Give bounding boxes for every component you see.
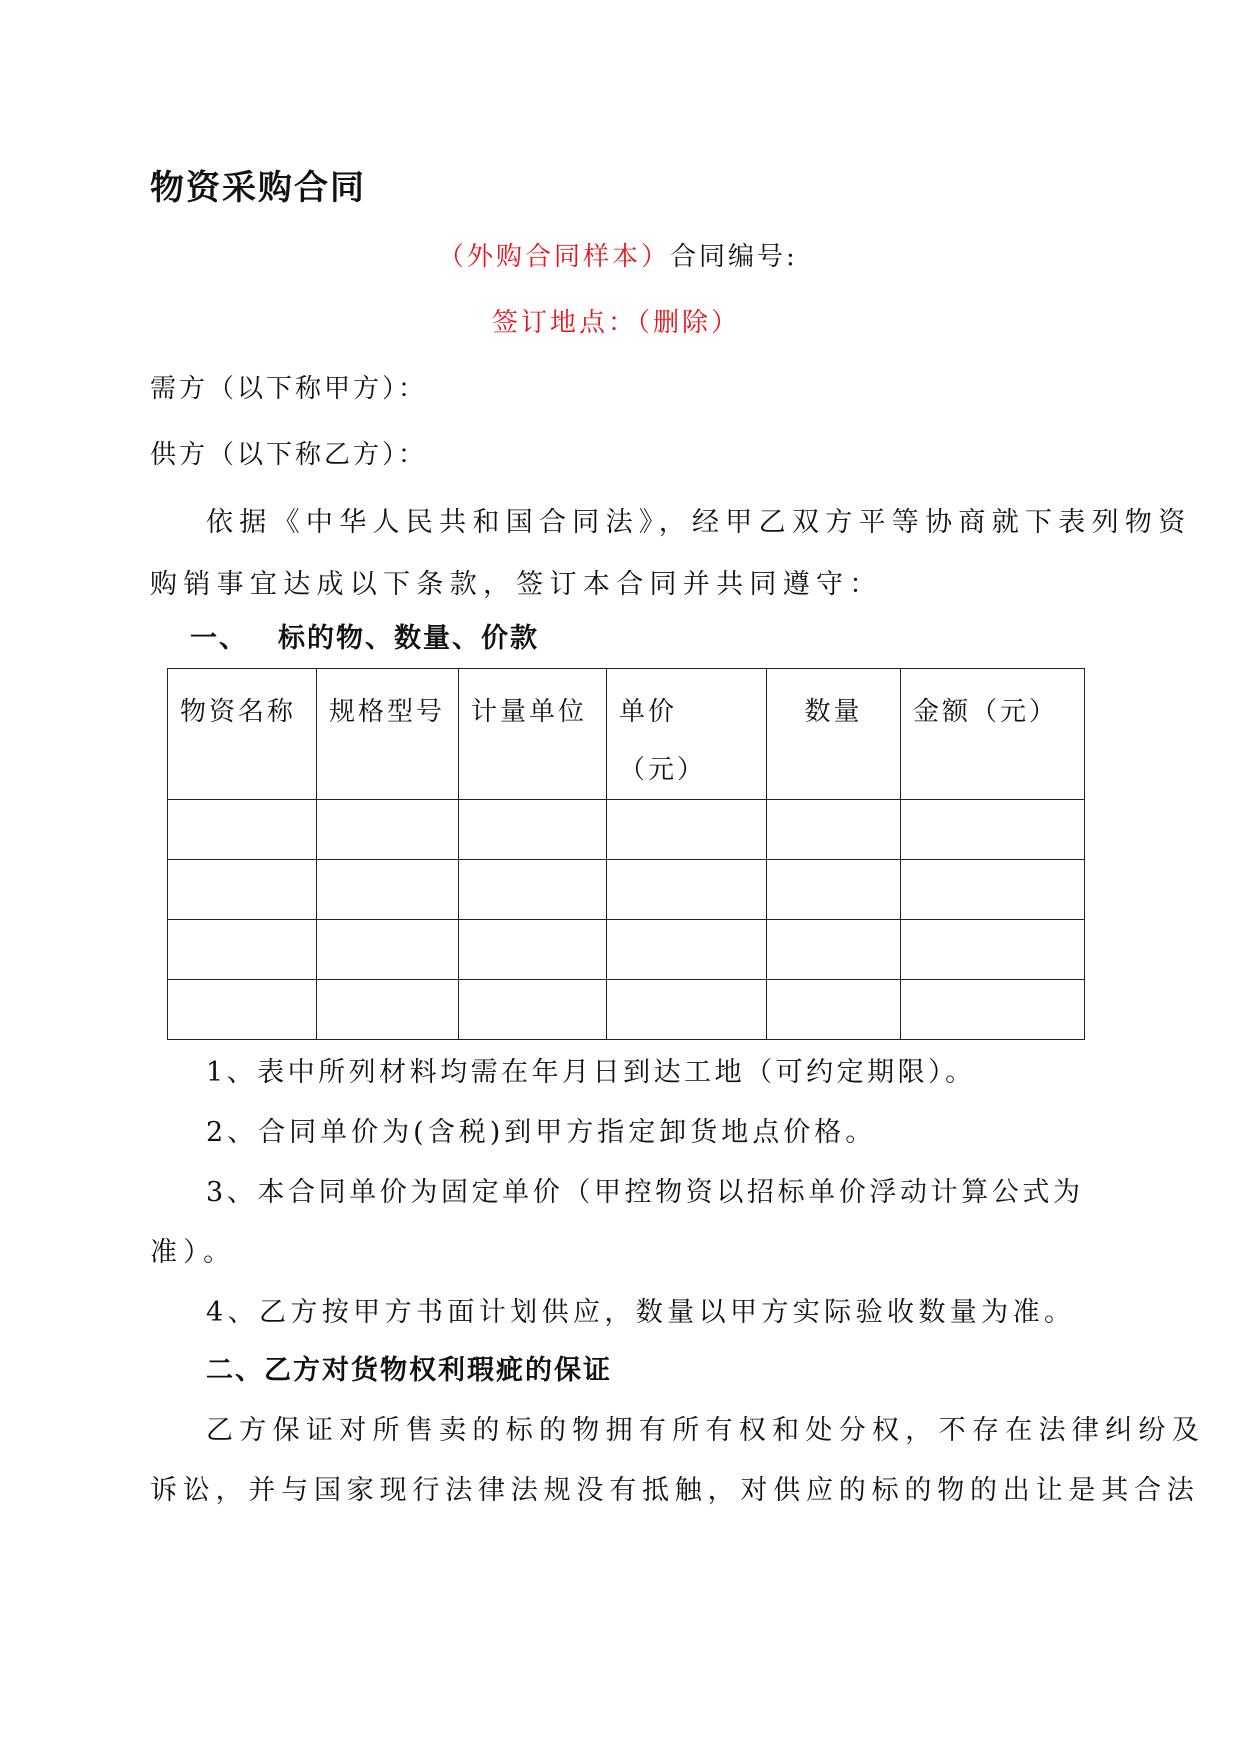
clause-3-line-1: 3、本合同单价为固定单价（甲控物资以招标单价浮动计算公式为 <box>206 1177 1084 1208</box>
section-2-line-1: 乙方保证对所售卖的标的物拥有所有权和处分权，不存在法律纠纷及 <box>206 1415 1205 1446</box>
table-cell[interactable] <box>767 980 901 1040</box>
contract-number-label: 合同编号: <box>670 242 798 272</box>
table-cell[interactable] <box>607 920 767 980</box>
table-row <box>168 860 1085 920</box>
intro-line-2: 购销事宜达成以下条款，签订本合同并共同遵守： <box>150 569 883 600</box>
clause-1: 1、表中所列材料均需在年月日到达工地（可约定期限）。 <box>206 1057 976 1088</box>
table-row <box>168 920 1085 980</box>
buyer-label: 需方（以下称甲方）： <box>150 374 428 404</box>
header-unit-price-label: 单价 <box>619 697 678 727</box>
table-cell[interactable] <box>901 860 1085 920</box>
table-cell[interactable] <box>901 800 1085 860</box>
table-cell[interactable] <box>901 920 1085 980</box>
table-cell[interactable] <box>607 800 767 860</box>
table-row <box>168 980 1085 1040</box>
table-cell[interactable] <box>901 980 1085 1040</box>
header-item-name: 物资名称 <box>168 669 317 800</box>
intro-line-1: 依据《中华人民共和国合同法》，经甲乙双方平等协商就下表列物资 <box>206 507 1192 538</box>
header-spec-model: 规格型号 <box>317 669 459 800</box>
table-cell[interactable] <box>317 980 459 1040</box>
table-cell[interactable] <box>767 800 901 860</box>
table-cell[interactable] <box>317 920 459 980</box>
table-cell[interactable] <box>168 980 317 1040</box>
table-cell[interactable] <box>767 920 901 980</box>
table-header-row <box>168 669 1085 800</box>
table-cell[interactable] <box>168 860 317 920</box>
table-cell[interactable] <box>459 980 607 1040</box>
table-cell[interactable] <box>168 920 317 980</box>
template-note: （外购合同样本） <box>438 242 671 272</box>
table-cell[interactable] <box>168 800 317 860</box>
clause-3-line-2: 准）。 <box>150 1237 237 1268</box>
header-unit-price-suffix: （元） <box>619 755 707 785</box>
table-cell[interactable] <box>607 860 767 920</box>
table-cell[interactable] <box>607 980 767 1040</box>
contract-number-line <box>438 236 798 273</box>
header-unit: 计量单位 <box>459 669 607 800</box>
table-cell[interactable] <box>767 860 901 920</box>
header-amount: 金额（元） <box>901 669 1085 800</box>
clause-2: 2、合同单价为(含税)到甲方指定卸货地点价格。 <box>206 1117 877 1148</box>
section-2-title: 二、乙方对货物权利瑕疵的保证 <box>206 1355 612 1386</box>
table-cell[interactable] <box>317 860 459 920</box>
section-1-number: 一、 <box>190 623 248 654</box>
table-cell[interactable] <box>459 860 607 920</box>
header-quantity: 数量 <box>767 669 901 800</box>
seller-label: 供方（以下称乙方）： <box>150 440 428 470</box>
section-1-title: 标的物、数量、价款 <box>278 623 539 654</box>
table-cell[interactable] <box>459 800 607 860</box>
sign-place-label: 签订地点：（删除） <box>492 308 741 338</box>
table-cell[interactable] <box>459 920 607 980</box>
table-row <box>168 800 1085 860</box>
clause-4: 4、乙方按甲方书面计划供应，数量以甲方实际验收数量为准。 <box>206 1297 1076 1328</box>
goods-table <box>167 668 1085 1040</box>
contract-title: 物资采购合同 <box>150 168 366 208</box>
section-2-line-2: 诉讼，并与国家现行法律法规没有抵触，对供应的标的物的出让是其合法 <box>150 1475 1200 1506</box>
header-unit-price <box>607 669 767 800</box>
table-cell[interactable] <box>317 800 459 860</box>
